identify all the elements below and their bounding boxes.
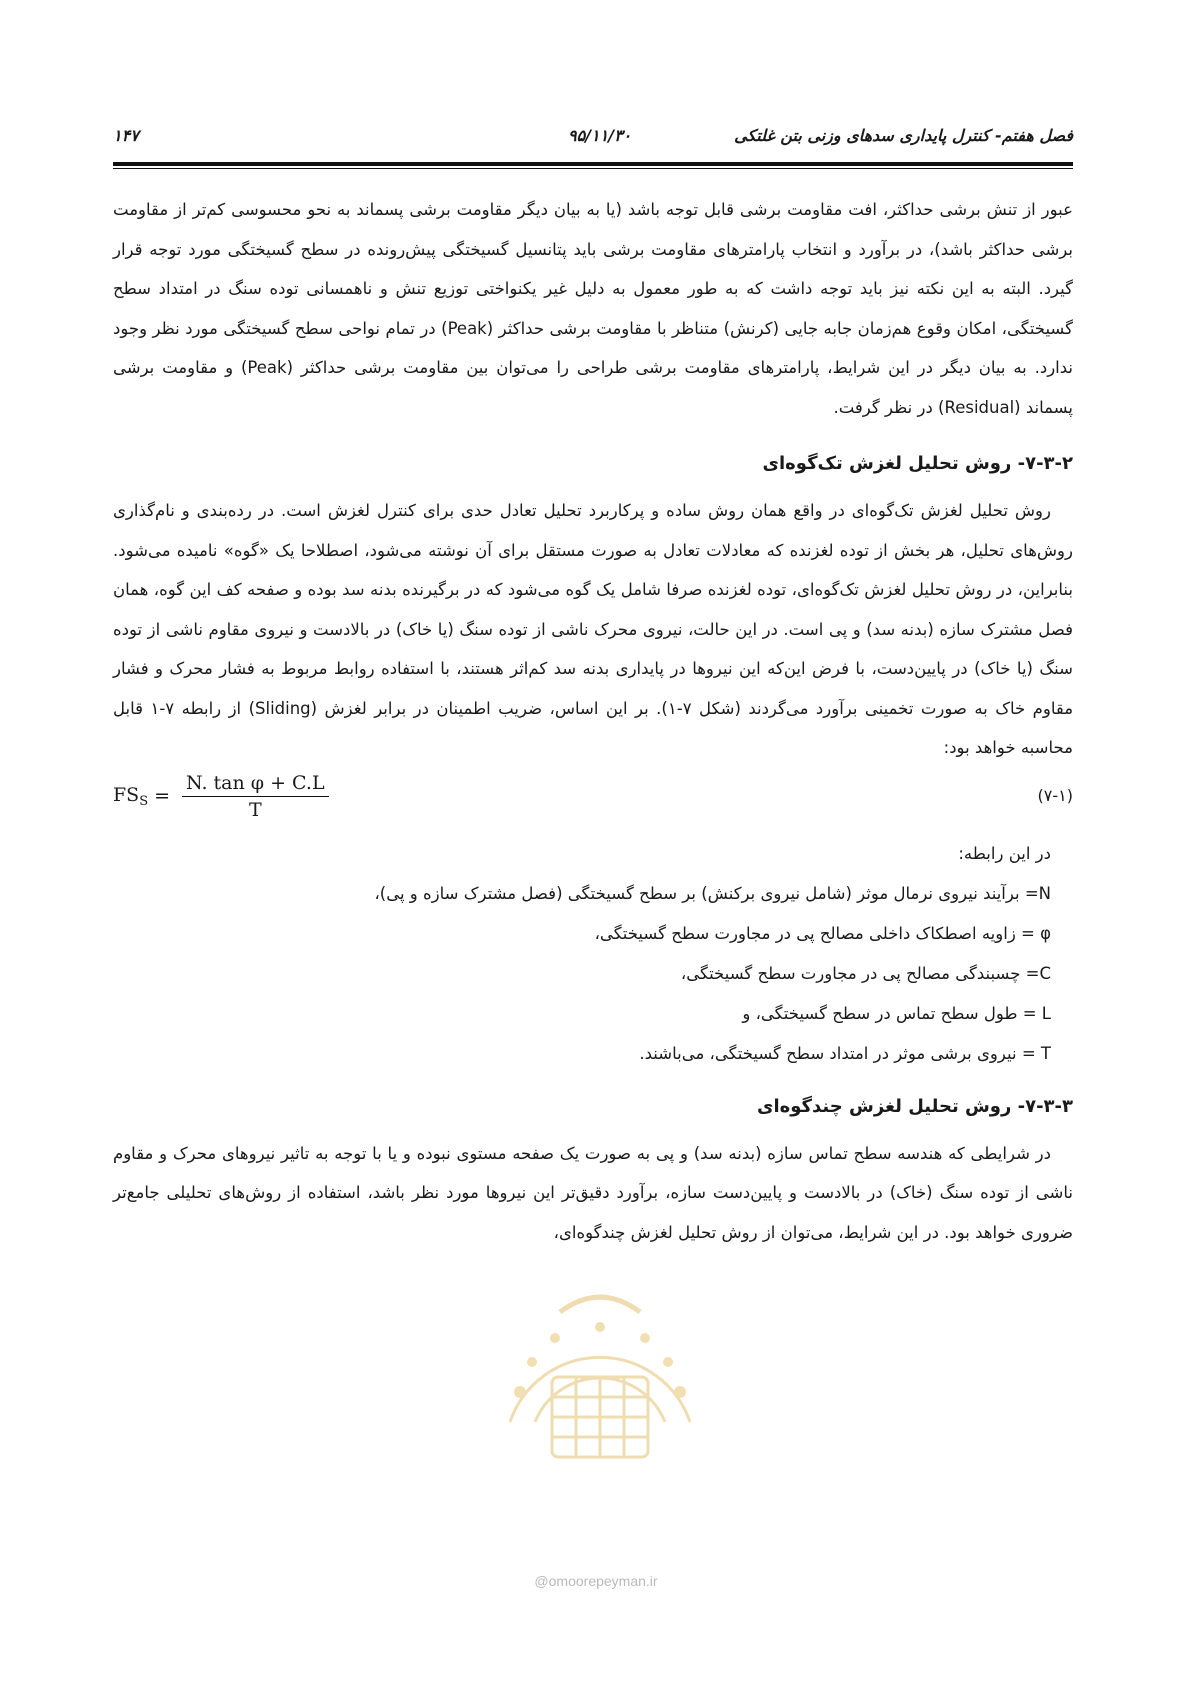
page-content [113,190,1073,1252]
watermark-url: @omoorepeyman.ir [534,1573,658,1589]
equation-number: (۷-۱) [1037,785,1073,805]
header-rule-thin [113,168,1073,169]
page-number: ۱۴۷ [113,126,139,145]
definitions-intro: در این رابطه: [958,843,1051,863]
intro-paragraph: عبور از تنش برشی حداکثر، افت مقاومت برشی قابل توجه باشد (یا به بیان دیگر مقاومت برشی پسماند به نحو محسوسی کم‌تر از مقاومت برشی حداکثر باشد)، در برآورد و انتخاب پارامترهای مقاومت برشی باید پتانسیل گسیختگی پیش‌رونده در سطح گسیختگی مورد توجه قرار گیرد. البته به این نکته نیز باید توجه داشت که به طور معمول به دلیل غیر یکنواختی توزیع تنش و ناهمسانی توده سنگ در امتداد سطح گسیختگی، امکان وقوع هم‌زمان جابه جایی (کرنش) متناظر با مقاومت برشی حداکثر (Peak) در تمام نواحی سطح گسیختگی مورد نظر وجود ندارد. به بیان دیگر در این شرایط، پارامترهای مقاومت برشی طراحی را می‌توان بین مقاومت برشی حداکثر (Peak) و مقاومت برشی پسماند (Residual) در نظر گرفت. [113,200,1074,417]
multi-wedge-paragraph: در شرایطی که هندسه سطح تماس سازه (بدنه سد) و پی به صورت یک صفحه مستوی نبوده و یا با توجه به تاثیر نیروهای محرک و مقاوم ناشی از توده سنگ (خاک) در بالادست و پایین‌دست سازه، برآورد دقیق‌تر این نیروها مورد نظر باشد، استفاده از روش‌های تحلیلی جامع‌تر ضروری خواهد بود. در این شرایط، می‌توان از روش تحلیل لغزش چندگوه‌ای، [113,1143,1073,1242]
single-wedge-paragraph: روش تحلیل لغزش تک‌گوه‌ای در واقع همان روش ساده و پرکاربرد تحلیل تعادل حدی برای کنترل لغزش است. در رده‌بندی و نام‌گذاری روش‌های تحلیل، هر بخش از توده لغزنده که معادلات تعادل به صورت مستقل برای آن نوشته می‌شود، اصطلاحا یک «گوه» نامیده می‌شود. بنابراین، در روش تحلیل لغزش تک‌گوه‌ای، توده لغزنده صرفا شامل یک گوه می‌شود که در برگیرنده بدنه سد بوده و صفحه کف این گوه، همان فصل مشترک سازه (بدنه سد) و پی است. در این حالت، نیروی محرک ناشی از توده سنگ (یا خاک) در بالادست و نیروی مقاوم ناشی از توده سنگ (یا خاک) در پایین‌دست، با فرض این‌که این نیروها در پایداری بدنه سد کم‌اثر هستند، با استفاده روابط مربوط به فشار محرک و فشار مقاوم خاک به صورت تخمینی برآورد می‌گردند (شکل ۷-۱). بر این اساس، ضریب اطمینان در برابر لغزش (Sliding) از رابطه ۷-۱ قابل محاسبه خواهد بود: [113,501,1074,757]
formula-equals: = [154,785,171,807]
equation-7-1 [113,768,1073,834]
chapter-title: فصل هفتم- کنترل پایداری سدهای وزنی بتن غلتکی [734,126,1073,145]
formula-fraction [182,772,329,821]
definition-n: N= برآیند نیروی نرمال موثر (شامل نیروی برکنش) بر سطح گسیختگی (فصل مشترک سازه و پی)، [374,883,1051,903]
header-rule-thick [113,162,1073,166]
section-7-3-2-heading: ۷-۳-۲- روش تحلیل لغزش تک‌گوه‌ای [762,453,1073,474]
header-date: ۹۵/۱۱/۳۰ [568,126,632,145]
definition-l: L = طول سطح تماس در سطح گسیختگی، و [742,1003,1051,1023]
definition-t: T = نیروی برشی موثر در امتداد سطح گسیختگی، می‌باشند. [639,1043,1051,1063]
definition-phi: φ = زاویه اصطکاک داخلی مصالح پی در مجاورت سطح گسیختگی، [594,923,1051,943]
definitions-list [113,834,1073,1074]
watermark-seal-icon [480,1272,720,1472]
safety-factor-formula [113,772,329,821]
section-7-3-3-heading: ۷-۳-۳- روش تحلیل لغزش چندگوه‌ای [756,1095,1073,1117]
definition-c: C= چسبندگی مصالح پی در مجاورت سطح گسیختگی، [680,963,1051,983]
formula-numerator: N. tan φ + C.L [182,772,329,797]
formula-lhs: $FS_S$ [113,783,149,809]
formula-denominator: T [248,798,262,821]
page-header [113,126,1073,156]
